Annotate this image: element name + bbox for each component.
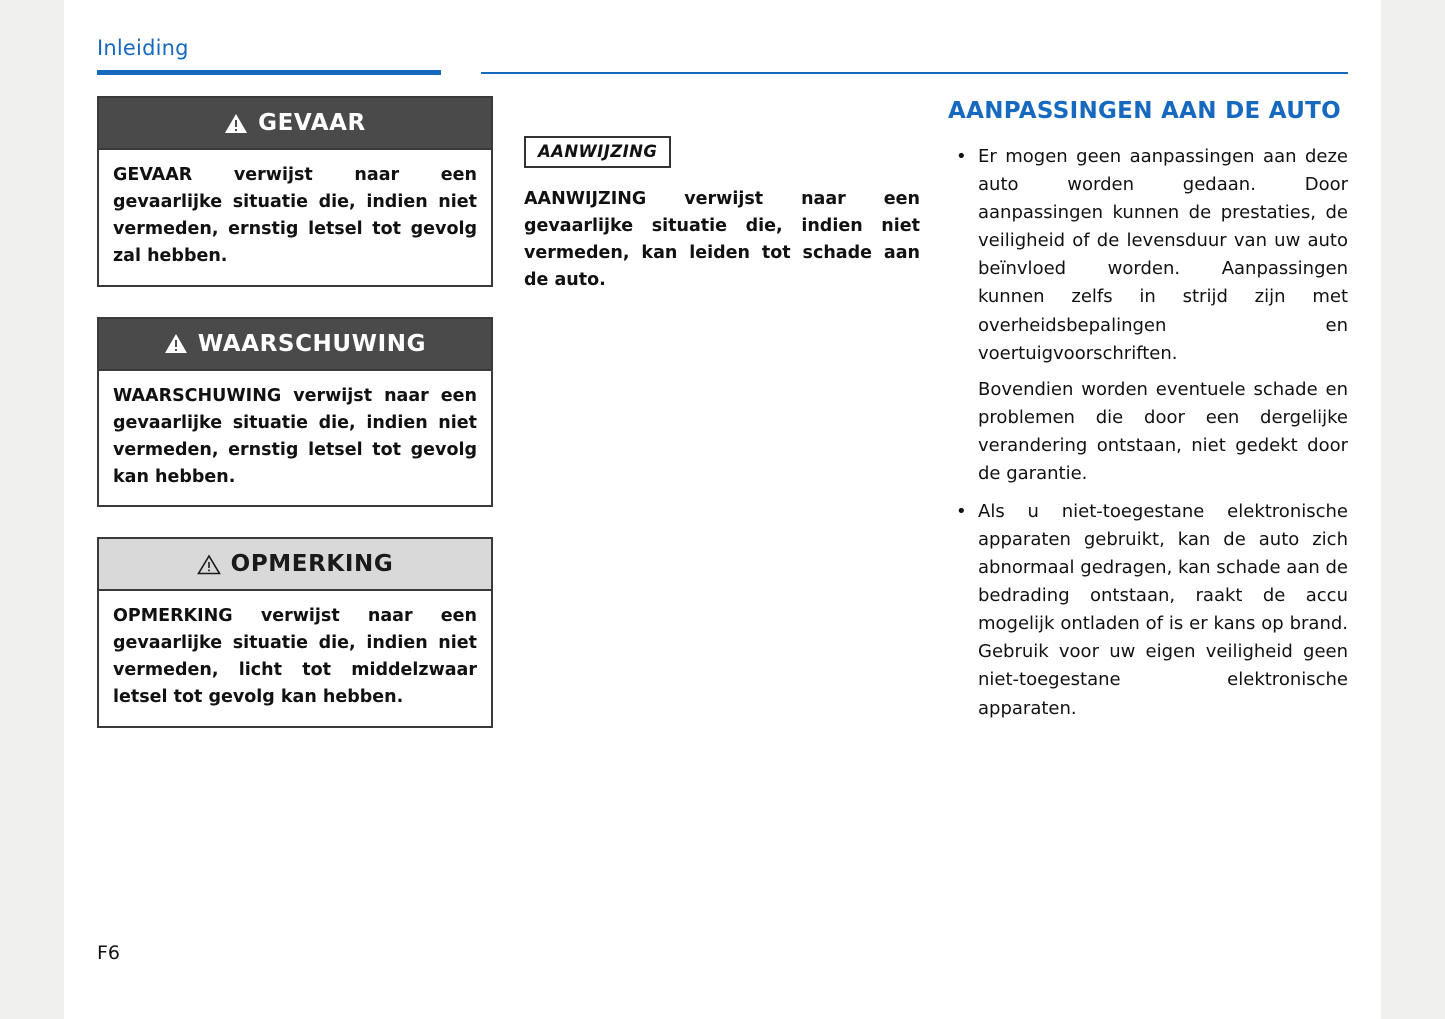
section-bullet-list-2 <box>948 498 1348 723</box>
notice-box-waarschuwing <box>97 317 493 508</box>
section-paragraph: Bovendien worden eventuele schade en problemen die door een dergelijke verandering ontstaan, niet gedekt door de garantie. <box>978 378 1348 484</box>
warning-triangle-icon <box>164 333 188 354</box>
notice-tag-text: AANWIJZING verwijst naar een gevaarlijke situatie die, indien niet vermeden, kan leiden tot schade aan de auto. <box>524 189 920 291</box>
notice-text-gevaar: GEVAAR verwijst naar een gevaarlijke situatie die, indien niet vermeden, ernstig letsel tot gevolg zal hebben. <box>113 165 477 267</box>
warning-triangle-icon <box>224 113 248 134</box>
notice-text-waarschuwing: WAARSCHUWING verwijst naar een gevaarlijke situatie die, indien niet vermeden, ernstig letsel tot gevolg kan hebben. <box>113 385 477 487</box>
notice-header-opmerking <box>99 539 491 591</box>
list-item: • Er mogen geen aanpassingen aan deze auto worden gedaan. Door aanpassingen kunnen de prestaties, de veiligheid of de levensduur van uw auto beïnvloed worden. Aanpassingen kunnen zelfs in strijd zijn met overheidsbepalingen en voertuigvoorschriften. <box>948 143 1348 368</box>
section-bullet-list <box>948 143 1348 368</box>
notice-header-gevaar <box>99 98 491 150</box>
notice-label-opmerking: OPMERKING <box>230 551 394 577</box>
header-rule-thick <box>97 70 441 75</box>
notice-box-opmerking <box>97 537 493 728</box>
notice-tag-aanwijzing: AANWIJZING <box>524 136 671 168</box>
list-item: • Als u niet-toegestane elektronische apparaten gebruikt, kan de auto zich abnormaal gedragen, kan schade aan de bedrading ontstaan, raakt de accu mogelijk ontladen of is er kans op brand. Gebruik voor uw eigen veiligheid geen niet-toegestane elektronische apparaten. <box>948 498 1348 723</box>
header-rule-thin <box>481 72 1348 74</box>
page-header <box>97 36 1348 80</box>
notice-text-opmerking: OPMERKING verwijst naar een gevaarlijke situatie die, indien niet vermeden, licht tot middelzwaar letsel tot gevolg kan hebben. <box>113 606 477 708</box>
document-page <box>64 0 1381 1019</box>
notice-header-waarschuwing <box>99 319 491 371</box>
notice-label-gevaar: GEVAAR <box>258 110 366 136</box>
warning-triangle-icon <box>197 554 221 575</box>
notice-label-waarschuwing: WAARSCHUWING <box>197 330 427 357</box>
chapter-title: Inleiding <box>97 36 189 60</box>
page-number: F6 <box>97 942 121 964</box>
column-middle <box>524 96 920 295</box>
column-left <box>97 96 493 758</box>
section-title: AANPASSINGEN AAN DE AUTO <box>948 98 1342 124</box>
column-right <box>948 96 1348 727</box>
notice-box-gevaar <box>97 96 493 287</box>
